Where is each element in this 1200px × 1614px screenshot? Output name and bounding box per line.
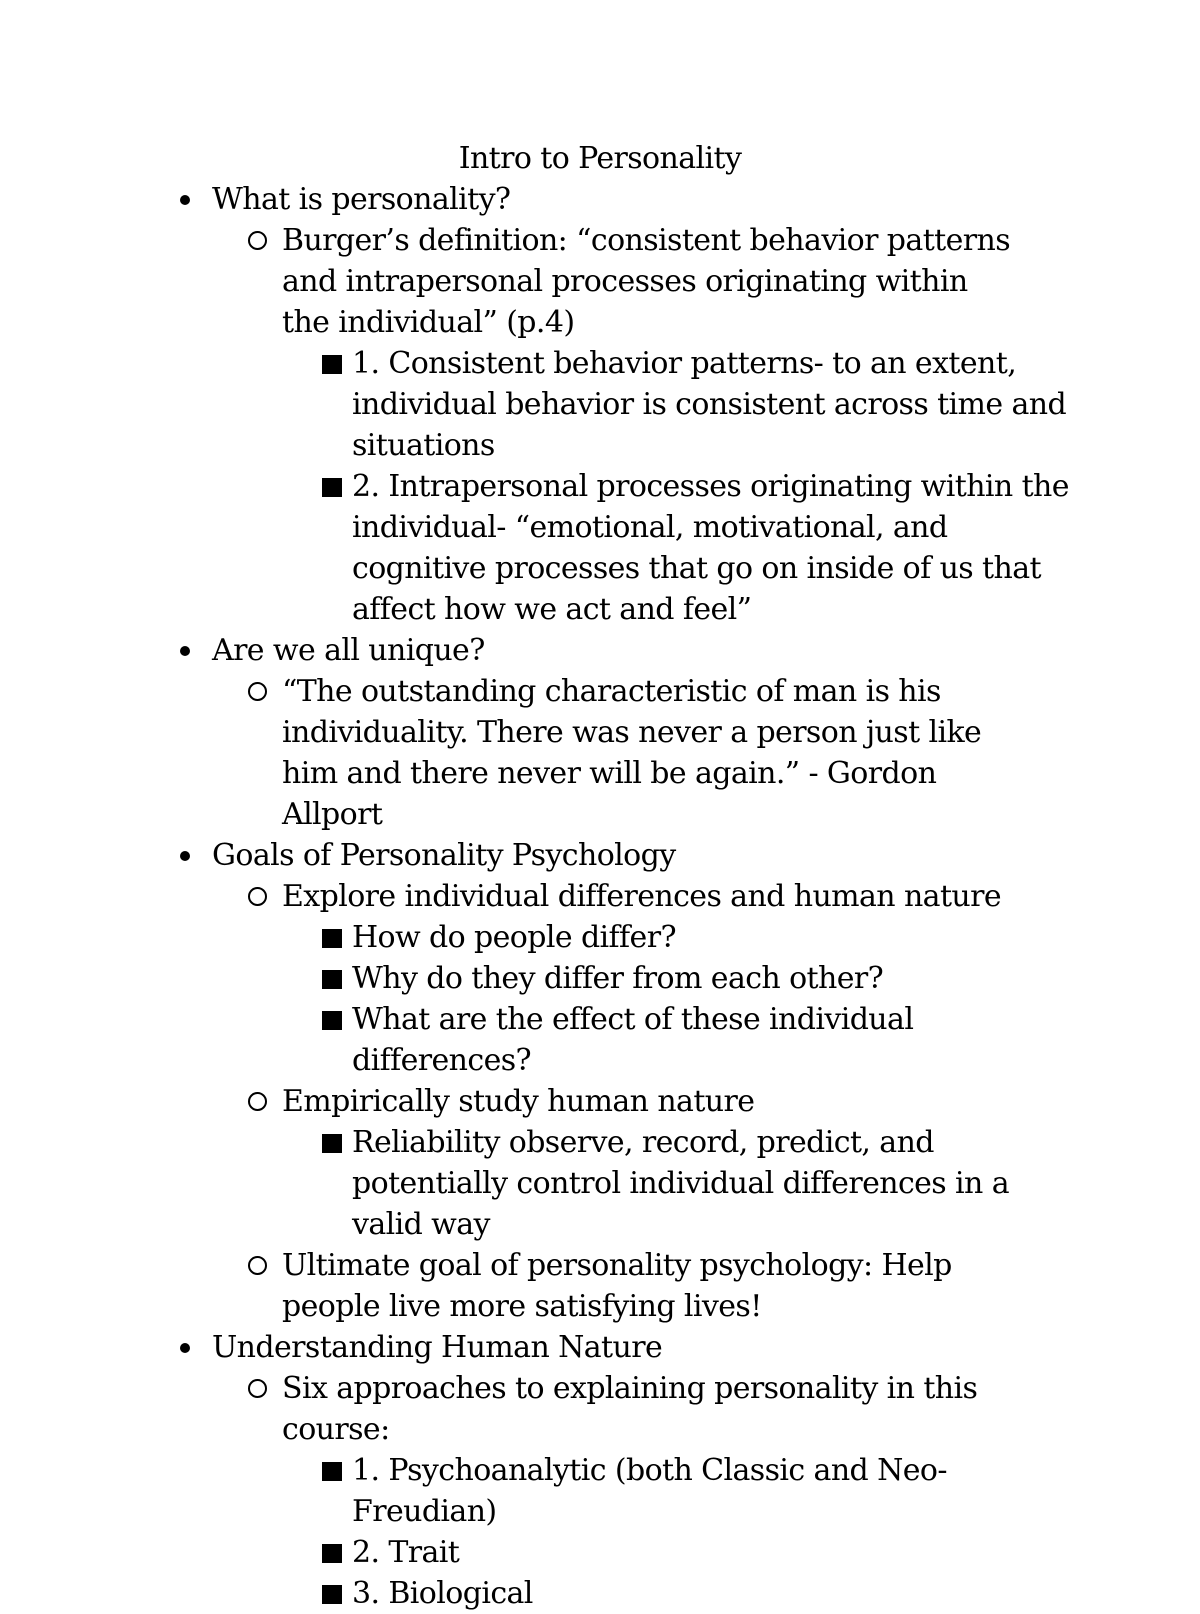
filled-dot-bullet-icon	[180, 195, 190, 205]
outline-item-level2	[0, 1245, 1200, 1327]
outline-item-level3	[0, 1122, 1200, 1245]
square-bullet-icon	[322, 355, 342, 374]
outline-item-text: Goals of Personality Psychology	[212, 838, 676, 873]
filled-dot-bullet-icon	[180, 646, 190, 656]
outline-item-text: Empirically study human nature	[282, 1084, 755, 1119]
outline-item-level1	[0, 179, 1200, 220]
outline-item-level2	[0, 671, 1200, 835]
outline-item-level3	[0, 999, 1200, 1081]
document-title: Intro to Personality	[458, 141, 742, 176]
outline-item-text: How do people differ?	[352, 920, 676, 955]
hollow-circle-bullet-icon	[248, 1256, 267, 1275]
hollow-circle-bullet-icon	[248, 1379, 267, 1398]
outline-item-text: 2. Trait	[352, 1535, 460, 1570]
square-bullet-icon	[322, 1011, 342, 1030]
outline-item-text: Ultimate goal of personality psychology: Help people live more satisfying lives!	[282, 1248, 952, 1324]
outline-item-level3	[0, 917, 1200, 958]
outline-item-level3	[0, 466, 1200, 630]
outline-item-level2	[0, 1368, 1200, 1450]
outline-item-level3	[0, 958, 1200, 999]
hollow-circle-bullet-icon	[248, 682, 267, 701]
outline-item-text: Why do they differ from each other?	[352, 961, 884, 996]
square-bullet-icon	[322, 929, 342, 948]
outline-item-text: 2. Intrapersonal processes originating within the individual- “emotional, motivational, and cognitive processes that go on inside of us that affect how we act and feel”	[352, 469, 1069, 627]
square-bullet-icon	[322, 478, 342, 497]
outline-item-text: “The outstanding characteristic of man is his individuality. There was never a person just like him and there never will be again.” - Gordon Allport	[282, 674, 982, 832]
outline-item-text: 1. Consistent behavior patterns- to an extent, individual behavior is consistent across time and situations	[352, 346, 1067, 463]
outline-item-text: Burger’s definition: “consistent behavior patterns and intrapersonal processes originating within the individual” (p.4)	[282, 223, 1011, 340]
square-bullet-icon	[322, 1462, 342, 1481]
hollow-circle-bullet-icon	[248, 231, 267, 250]
hollow-circle-bullet-icon	[248, 887, 267, 906]
outline-item-level2	[0, 1081, 1200, 1122]
square-bullet-icon	[322, 970, 342, 989]
outline-item-text: What is personality?	[212, 182, 511, 217]
outline-item-text: Six approaches to explaining personality in this course:	[282, 1371, 978, 1447]
outline-item-text: 1. Psychoanalytic (both Classic and Neo-Freudian)	[352, 1453, 947, 1529]
outline-item-level1	[0, 835, 1200, 876]
outline-item-text: 3. Biological	[352, 1576, 533, 1611]
outline-item-text: Reliability observe, record, predict, and potentially control individual differences in a valid way	[352, 1125, 1009, 1242]
outline-item-text: Explore individual differences and human nature	[282, 879, 1002, 914]
outline-item-level3	[0, 343, 1200, 466]
hollow-circle-bullet-icon	[248, 1092, 267, 1111]
outline-item-level3	[0, 1450, 1200, 1532]
filled-dot-bullet-icon	[180, 851, 190, 861]
outline-item-text: Understanding Human Nature	[212, 1330, 663, 1365]
outline-item-level2	[0, 220, 1200, 343]
outline-item-text: What are the effect of these individual differences?	[352, 1002, 914, 1078]
outline-item-level1	[0, 1327, 1200, 1368]
square-bullet-icon	[322, 1585, 342, 1604]
outline-list	[0, 179, 1200, 1614]
square-bullet-icon	[322, 1544, 342, 1563]
outline-item-level1	[0, 630, 1200, 671]
square-bullet-icon	[322, 1134, 342, 1153]
outline-item-level2	[0, 876, 1200, 917]
outline-item-text: Are we all unique?	[212, 633, 485, 668]
filled-dot-bullet-icon	[180, 1343, 190, 1353]
outline-item-level3	[0, 1573, 1200, 1614]
